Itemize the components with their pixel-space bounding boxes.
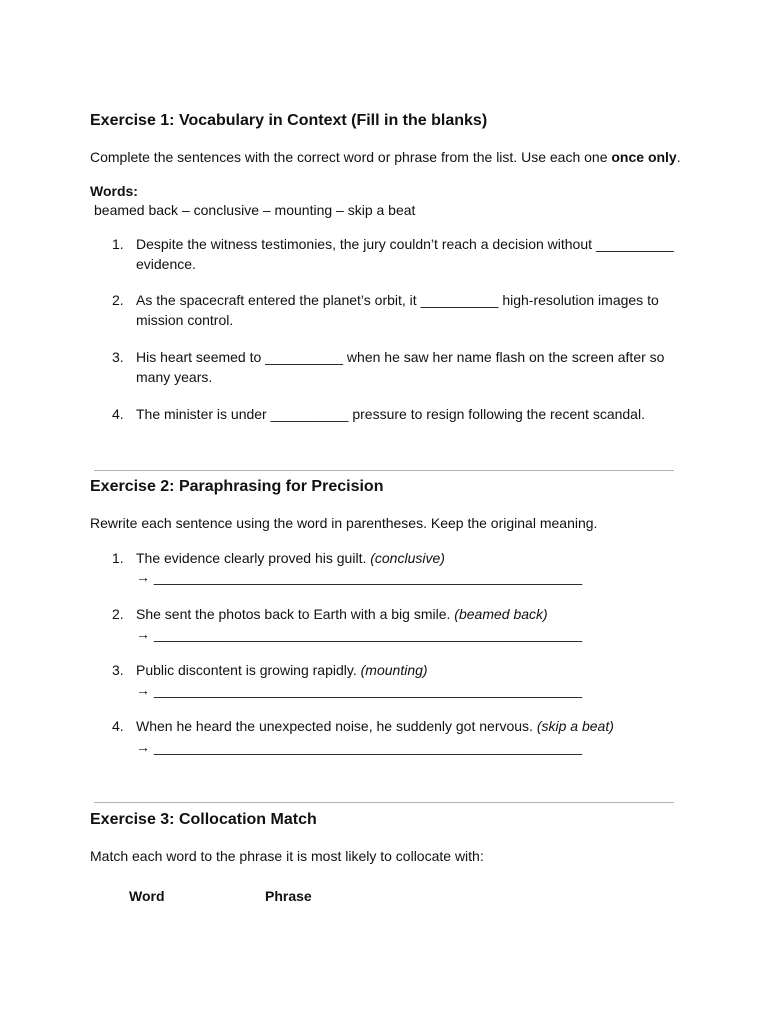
exercise-1-item-number: 1. bbox=[112, 236, 124, 252]
exercise-2-sentence: When he heard the unexpected noise, he suddenly got nervous. bbox=[136, 718, 537, 734]
exercise-1-item-number: 4. bbox=[112, 406, 124, 422]
exercise-2-sentence: Public discontent is growing rapidly. bbox=[136, 662, 361, 678]
answer-line: → _______________________________________________________ bbox=[136, 739, 583, 755]
answer-line: → _______________________________________________________ bbox=[136, 626, 583, 642]
exercise-2-item-text bbox=[136, 548, 445, 568]
exercise-1-item-text: As the spacecraft entered the planet’s orbit, it __________ high-resolution images to mission control. bbox=[136, 292, 659, 328]
exercise-2-item-number: 1. bbox=[112, 550, 124, 566]
exercise-2-sentence: She sent the photos back to Earth with a big smile. bbox=[136, 606, 455, 622]
words-label: Words: bbox=[90, 183, 138, 199]
column-header-phrase: Phrase bbox=[265, 888, 312, 904]
exercise-2-item-text bbox=[136, 604, 548, 624]
exercise-1-title: Exercise 1: Vocabulary in Context (Fill in the blanks) bbox=[90, 112, 488, 129]
answer-line: → _______________________________________________________ bbox=[136, 569, 583, 585]
exercise-2-hint: (skip a beat) bbox=[536, 718, 614, 734]
words-list: beamed back – conclusive – mounting – skip a beat bbox=[94, 202, 416, 218]
exercise-1-item-text: His heart seemed to __________ when he saw her name flash on the screen after so many years. bbox=[136, 349, 665, 385]
exercise-1-instructions-text: Complete the sentences with the correct word or phrase from the list. Use each one bbox=[90, 149, 612, 165]
exercise-2-item-number: 4. bbox=[112, 718, 124, 734]
exercise-2-hint: (beamed back) bbox=[454, 606, 548, 622]
section-divider bbox=[94, 802, 674, 803]
exercise-1-item-text: The minister is under __________ pressure to resign following the recent scandal. bbox=[136, 406, 645, 422]
column-header-word: Word bbox=[129, 888, 165, 904]
exercise-1-item-number: 2. bbox=[112, 292, 124, 308]
exercise-1-instructions bbox=[90, 147, 681, 167]
exercise-2-sentence: The evidence clearly proved his guilt. bbox=[136, 550, 371, 566]
exercise-2-hint: (mounting) bbox=[360, 662, 428, 678]
exercise-2-hint: (conclusive) bbox=[370, 550, 445, 566]
exercise-3-title: Exercise 3: Collocation Match bbox=[90, 811, 317, 828]
exercise-1-item-number: 3. bbox=[112, 349, 124, 365]
exercise-1-item-text: Despite the witness testimonies, the jury couldn’t reach a decision without __________ evidence. bbox=[136, 236, 674, 272]
exercise-3-instructions: Match each word to the phrase it is most likely to collocate with: bbox=[90, 848, 484, 864]
exercise-2-instructions: Rewrite each sentence using the word in parentheses. Keep the original meaning. bbox=[90, 515, 598, 531]
exercise-1-instructions-end: . bbox=[676, 149, 681, 165]
exercise-2-item-text bbox=[136, 660, 428, 680]
exercise-2-item-text bbox=[136, 716, 614, 736]
section-divider bbox=[94, 470, 674, 471]
answer-line: → _______________________________________________________ bbox=[136, 682, 583, 698]
exercise-2-item-number: 3. bbox=[112, 662, 124, 678]
exercise-1-instructions-emphasis: once only bbox=[611, 149, 677, 165]
exercise-2-item-number: 2. bbox=[112, 606, 124, 622]
exercise-2-title: Exercise 2: Paraphrasing for Precision bbox=[90, 478, 384, 495]
